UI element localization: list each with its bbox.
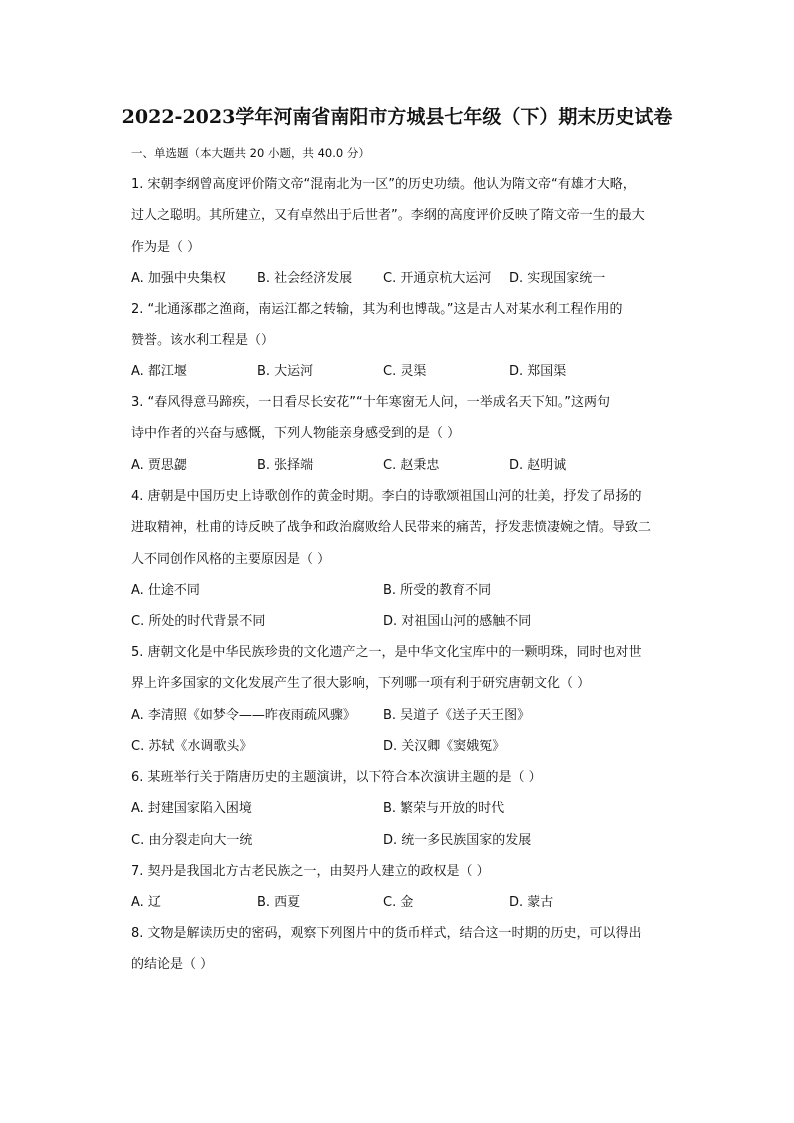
question-3: [131, 387, 691, 450]
question-3-line: 诗中作者的兴奋与感慨，下列人物能亲身感受到的是（ ）: [131, 426, 461, 442]
option-d: D. 关汉卿《窦娥冤》: [383, 739, 506, 754]
question-8: [131, 918, 691, 981]
option-a: A. 李清照《如梦令——昨夜雨疏风骤》: [131, 708, 356, 723]
question-1-line: 过人之聪明。其所建立，又有卓然出于后世者”。李纲的高度评价反映了隋文帝一生的最大: [131, 208, 645, 224]
option-c: C. 灵渠: [383, 364, 427, 379]
option-b: B. 大运河: [257, 364, 314, 379]
exam-title: 2022-2023学年河南省南阳市方城县七年级（下）期末历史试卷: [121, 106, 673, 128]
question-4-options-row: [131, 575, 691, 606]
option-b: B. 社会经济发展: [257, 271, 353, 286]
question-1-line: 作为是（ ）: [131, 239, 201, 255]
question-6-line: 6. 某班举行关于隋唐历史的主题演讲，以下符合本次演讲主题的是（ ）: [131, 770, 542, 785]
question-4-line: 进取精神，杜甫的诗反映了战争和政治腐败给人民带来的痛苦，抒发悲愤凄婉之情。导致二: [131, 520, 652, 536]
option-d: D. 对祖国山河的感触不同: [383, 614, 532, 629]
question-5-line: 界上许多国家的文化发展产生了很大影响，下列哪一项有利于研究唐朝文化（ ）: [131, 676, 591, 692]
option-a: A. 都江堰: [131, 364, 187, 379]
question-1-options: [131, 263, 691, 294]
option-d: D. 赵明诚: [509, 458, 567, 473]
question-8-line: 的结论是（ ）: [131, 957, 214, 973]
question-5-options-row: [131, 731, 691, 762]
question-4-line: 人不同创作风格的主要原因是（ ）: [131, 551, 331, 567]
question-3-line: 3. “春风得意马蹄疾，一日看尽长安花”“十年寒窗无人问，一举成名天下知。”这两句: [131, 395, 610, 410]
option-c: C. 金: [383, 895, 414, 910]
option-d: D. 蒙古: [509, 895, 554, 910]
question-7: [131, 856, 691, 887]
option-b: B. 张择端: [257, 458, 314, 473]
option-a: A. 贾思勰: [131, 458, 187, 473]
option-b: B. 吴道子《送子天王图》: [383, 708, 531, 723]
question-2-line: 赞誉。该水利工程是（）: [131, 333, 275, 349]
question-6: [131, 762, 691, 793]
question-4-line: 4. 唐朝是中国历史上诗歌创作的黄金时期。李白的诗歌颂祖国山河的壮美，抒发了昂扬的: [131, 489, 642, 504]
question-5: [131, 637, 691, 700]
question-6-options-row: [131, 793, 691, 824]
question-4-options-row: [131, 606, 691, 637]
section-heading: 一、单选题（本大题共 20 小题，共 40.0 分）: [131, 146, 370, 160]
option-c: C. 开通京杭大运河: [383, 271, 492, 286]
option-c: C. 所处的时代背景不同: [131, 614, 266, 629]
question-2: [131, 294, 691, 357]
question-1: [131, 169, 691, 263]
question-5-options-row: [131, 700, 691, 731]
option-d: D. 郑国渠: [509, 364, 567, 379]
question-5-line: 5. 唐朝文化是中华民族珍贵的文化遗产之一，是中华文化宝库中的一颗明珠，同时也对世: [131, 645, 642, 660]
option-d: D. 统一多民族国家的发展: [383, 833, 532, 848]
question-8-line: 8. 文物是解读历史的密码，观察下列图片中的货币样式，结合这一时期的历史，可以得出: [131, 926, 642, 941]
option-c: C. 赵秉忠: [383, 458, 440, 473]
question-6-options-row: [131, 825, 691, 856]
option-a: A. 封建国家陷入困境: [131, 801, 252, 816]
option-a: A. 辽: [131, 895, 161, 910]
option-c: C. 苏轼《水调歌头》: [131, 739, 253, 754]
option-c: C. 由分裂走向大一统: [131, 833, 253, 848]
option-b: B. 所受的教育不同: [383, 583, 492, 598]
question-3-options: [131, 450, 691, 481]
option-a: A. 仕途不同: [131, 583, 200, 598]
option-b: B. 繁荣与开放的时代: [383, 801, 505, 816]
question-7-line: 7. 契丹是我国北方古老民族之一，由契丹人建立的政权是（ ）: [131, 864, 490, 879]
option-b: B. 西夏: [257, 895, 301, 910]
question-1-line: 1. 宋朝李纲曾高度评价隋文帝“混南北为一区”的历史功绩。他认为隋文帝“有雄才大略，: [131, 177, 636, 192]
question-2-options: [131, 356, 691, 387]
question-4: [131, 481, 691, 575]
option-a: A. 加强中央集权: [131, 271, 226, 286]
option-d: D. 实现国家统一: [509, 271, 606, 286]
question-7-options: [131, 887, 691, 918]
question-2-line: 2. “北通涿郡之渔商，南运江都之转输，其为利也博哉。”这是古人对某水利工程作用的: [131, 302, 623, 317]
